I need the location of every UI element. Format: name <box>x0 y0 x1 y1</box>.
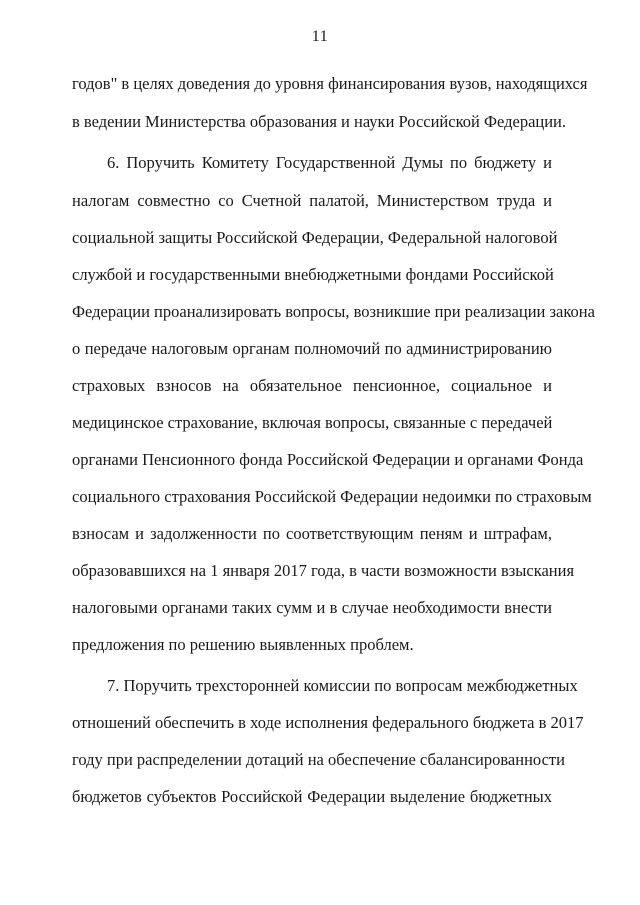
text-line: образовавшихся на 1 января 2017 года, в части возможности взыскания <box>72 561 575 580</box>
text-line: Федерации проанализировать вопросы, возникшие при реализации закона <box>72 302 595 321</box>
text-line: 7. Поручить трехсторонней комиссии по вопросам межбюджетных <box>107 676 578 695</box>
text-line: отношений обеспечить в ходе исполнения федерального бюджета в 2017 <box>72 713 584 732</box>
page-number: 11 <box>311 28 329 45</box>
text-line: 6. Поручить Комитету Государственной Думы по бюджету и <box>107 153 552 172</box>
text-line: году при распределении дотаций на обеспечение сбалансированности <box>72 750 565 769</box>
text-line: социальной защиты Российской Федерации, Федеральной налоговой <box>72 228 558 247</box>
text-line: бюджетов субъектов Российской Федерации выделение бюджетных <box>72 787 552 806</box>
text-line: социального страхования Российской Федерации недоимки по страховым <box>72 487 592 506</box>
text-line: налогам совместно со Счетной палатой, Министерством труда и <box>72 191 552 210</box>
text-line: органами Пенсионного фонда Российской Федерации и органами Фонда <box>72 450 584 469</box>
text-line: службой и государственными внебюджетными фондами Российской <box>72 265 554 284</box>
text-line: страховых взносов на обязательное пенсионное, социальное и <box>72 376 552 395</box>
text-line: годов" в целях доведения до уровня финансирования вузов, находящихся <box>72 74 588 93</box>
text-line: взносам и задолженности по соответствующим пеням и штрафам, <box>72 524 552 543</box>
text-line: в ведении Министерства образования и науки Российской Федерации. <box>72 112 567 131</box>
text-line: предложения по решению выявленных проблем. <box>72 635 414 654</box>
text-line: медицинское страхование, включая вопросы, связанные с передачей <box>72 413 553 432</box>
text-line: о передаче налоговым органам полномочий по администрированию <box>72 339 552 358</box>
text-line: налоговыми органами таких сумм и в случае необходимости внести <box>72 598 552 617</box>
